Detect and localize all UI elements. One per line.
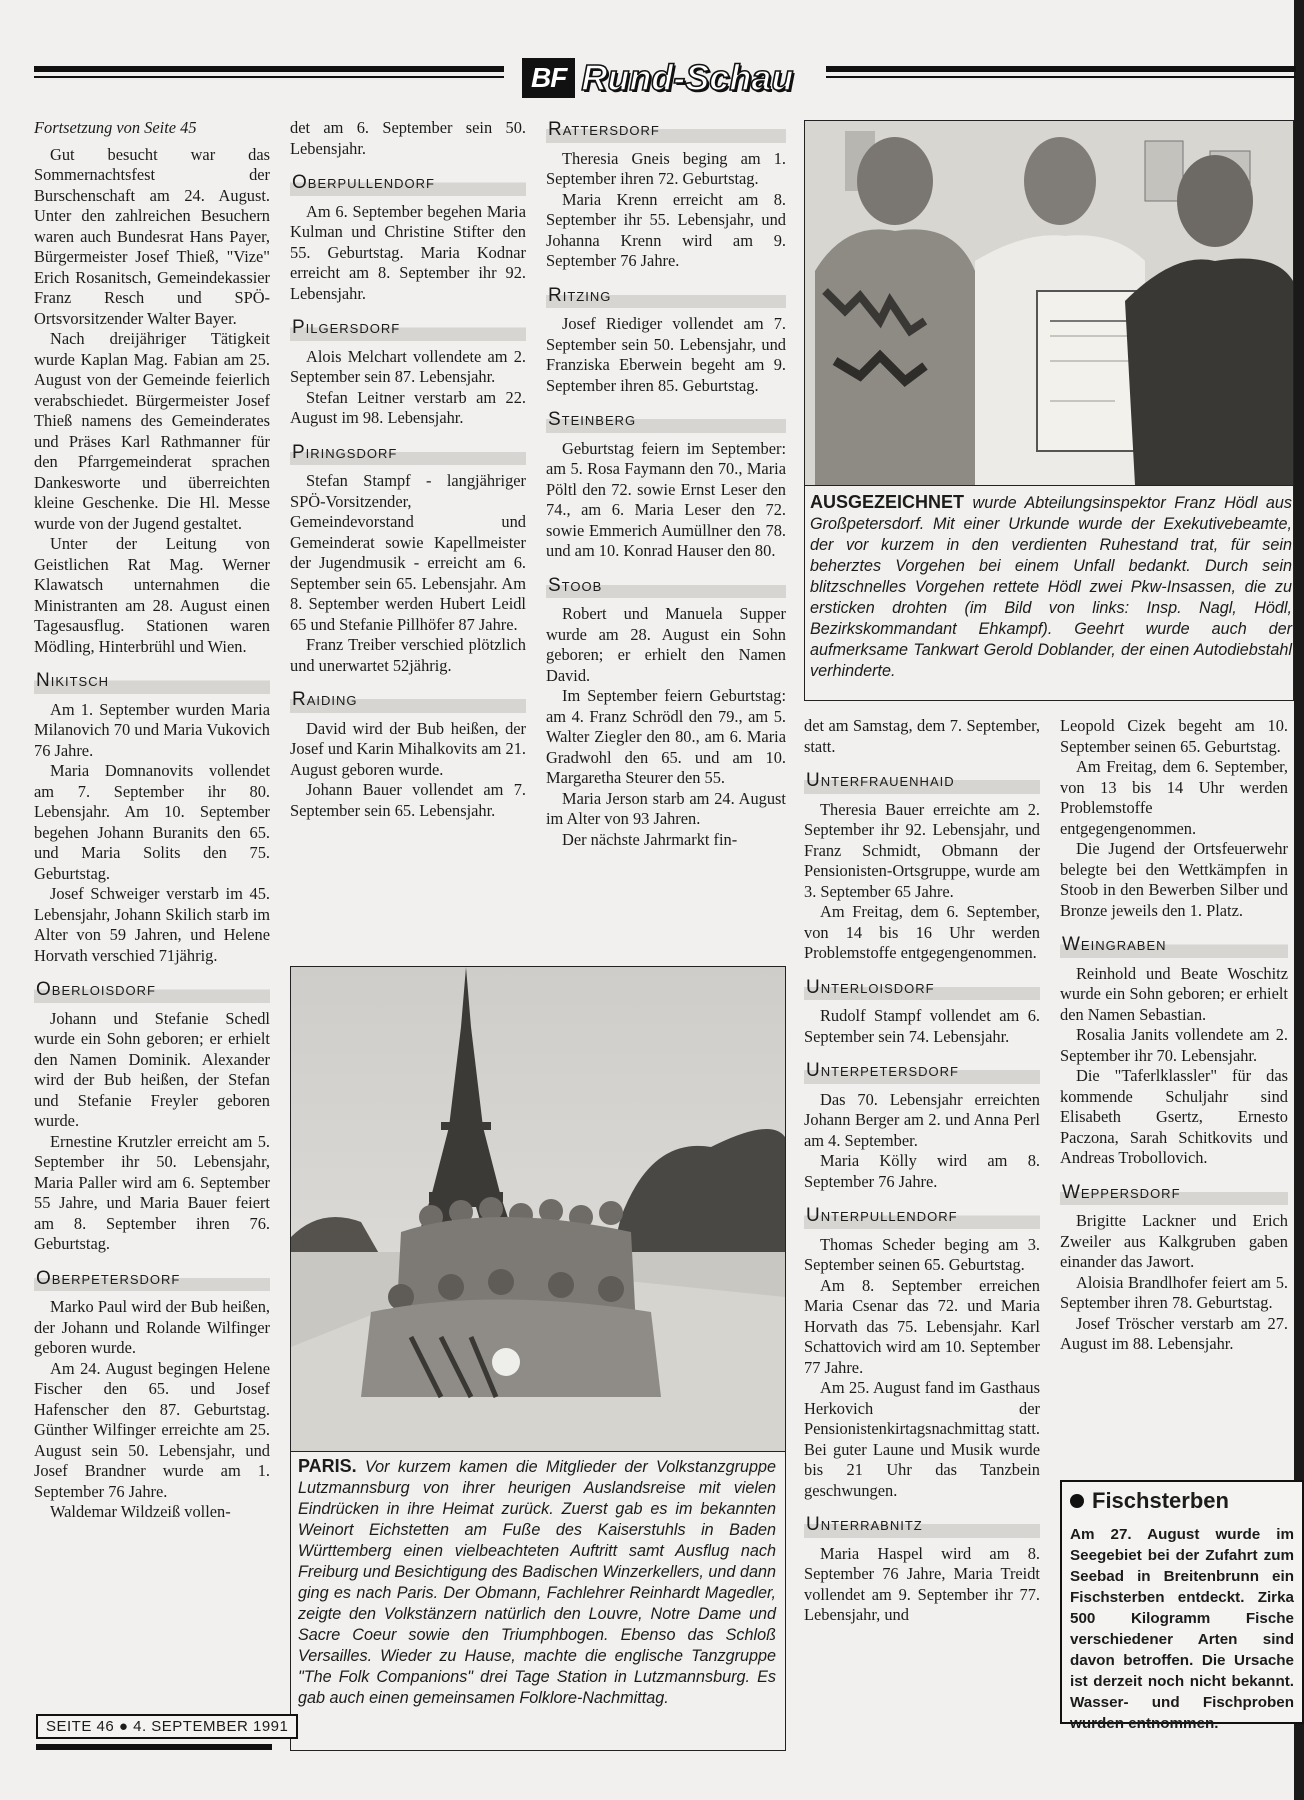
paragraph: Josef Riediger vollendet am 7. September sein 50. Lebensjahr, und Franziska Eberwein begeht am 9. September ihren 85. Geburtstag. xyxy=(546,314,786,395)
paragraph: Nach dreijähriger Tätigkeit wurde Kaplan Mag. Fabian am 25. August von der Gemeinde feierlich verabschiedet. Bürgermeister Josef Thieß namens des Gemeinderates und Präses Karl Rathmanner für den Pfarrgemeinderat sprachen Dankesworte und überreichten kleine Geschenke. Die Hl. Messe wurde von der Jugend gestaltet. xyxy=(34,329,270,533)
paragraph: Das 70. Lebensjahr erreichten Johann Berger am 2. und Anna Perl am 4. September. xyxy=(804,1089,1040,1150)
masthead-rule-left xyxy=(34,66,504,72)
section-heading-rattersdorf: Rattersdorf xyxy=(546,118,786,143)
paragraph: Franz Treiber verschied plötzlich und unerwartet 52jährig. xyxy=(290,635,526,675)
paragraph: Am 24. August begingen Helene Fischer den 65. und Josef Hafenscher den 87. Geburtstag. Günther Wilfinger erreichte am 25. August sein 50. Lebensjahr, und Josef Brandner wurde am 1. September 76 Jahre. xyxy=(34,1358,270,1501)
section-heading-unterpetersdorf: Unterpetersdorf xyxy=(804,1059,1040,1084)
page-number: SEITE 46 xyxy=(46,1718,115,1735)
paragraph: Waldemar Wildzeiß vollen- xyxy=(50,1502,231,1521)
paragraph: Rosalia Janits vollendete am 2. September ihr 70. Lebensjahr. xyxy=(1060,1025,1288,1065)
masthead-title: Rund-Schau xyxy=(581,57,794,98)
award-caption-text: wurde Abteilungsinspektor Franz Hödl aus Großpetersdorf. Mit einer Urkunde wurde der Exekutivebeamte, der vor kurzem in den verdienten Ruhestand trat, für sein beherztes Vorgehen bei einem Unfall bedankt. Durch sein blitzschnelles Vorgehen rettete Hödl zwei Pkw-Insassen, die zu ersticken drohten (im Bild von links: Insp. Nagl, Hödl, Bezirkskommandant Ehkampf). Geehrt wurde auch der aufmerksame Tankwart Gerold Doblander, der einen Autodiebstahl verhinderte. xyxy=(810,494,1293,680)
paragraph: Am Freitag, dem 6. September, von 14 bis 16 Uhr werden Problemstoffe entgegengenommen. xyxy=(804,902,1040,962)
paris-photo xyxy=(290,966,786,1452)
paragraph: Aloisia Brandlhofer feiert am 5. September ihren 78. Geburtstag. xyxy=(1060,1272,1288,1312)
paragraph: Maria Kölly wird am 8. September 76 Jahre. xyxy=(804,1151,1040,1191)
section-heading-weppersdorf: Weppersdorf xyxy=(1060,1181,1288,1206)
section-heading-unterrabnitz: Unterrabnitz xyxy=(804,1513,1040,1538)
paragraph: Maria Krenn erreicht am 8. September ihr 55. Lebensjahr, und Johanna Krenn wird am 9. September 76 Jahre. xyxy=(546,189,786,270)
paragraph: Gut besucht war das Sommernachtsfest der Burschenschaft am 24. August. Unter den zahlreichen Besuchern waren auch Bundesrat Hans Payer, Bürgermeister Josef Thieß, "Vize" Erich Rosanitsch, Gemeindekassier Franz Resch und SPÖ-Ortsvorsitzender Walter Bayer. xyxy=(34,144,270,328)
box-title: Fischsterben xyxy=(1092,1488,1229,1513)
section-heading-weingraben: Weingraben xyxy=(1060,933,1288,958)
masthead-logo: BF xyxy=(522,58,575,98)
paris-caption xyxy=(298,1456,776,1709)
box-title-row xyxy=(1070,1488,1294,1514)
masthead-rule-right xyxy=(826,66,1296,72)
paragraph: Reinhold und Beate Woschitz wurde ein Sohn geboren; er erhielt den Namen Sebastian. xyxy=(1060,963,1288,1024)
paragraph: Alois Melchart vollendete am 2. September sein 87. Lebensjahr. xyxy=(290,346,526,386)
paragraph: Johann Bauer vollendet am 7. September sein 65. Lebensjahr. xyxy=(290,780,526,820)
paragraph: Stefan Stampf - langjähriger SPÖ-Vorsitzender, Gemeindevorstand und Gemeinderat sowie Kapellmeister der Jugendmusik - erreicht am 6. September sein 65. Lebensjahr. Am 8. September werden Hubert Leidl 65 und Stefanie Pillhöfer 87 Jahre. xyxy=(290,471,526,634)
paragraph: Theresia Bauer erreichte am 2. September ihr 92. Lebensjahr, und Franz Schmidt, Obmann der Pensionisten-Ortsgruppe, wurde am 3. September 65 Jahre. xyxy=(804,799,1040,901)
paragraph: Die Jugend der Ortsfeuerwehr belegte bei den Wettkämpfen in Stoob in den Bewerben Silber und Bronze jeweils den 1. Platz. xyxy=(1060,839,1288,920)
section-heading-pilgersdorf: Pilgersdorf xyxy=(290,316,526,341)
paragraph: Unter der Leitung von Geistlichen Rat Mag. Werner Klawatsch unternahmen die Ministranten am 28. August einen Tagesausflug. Stationen waren Mödling, Hinterbrühl und Wien. xyxy=(34,534,270,656)
award-photo-illustration xyxy=(805,121,1293,485)
paragraph: Marko Paul wird der Bub heißen, der Johann und Rolande Wilfinger geboren wurde. xyxy=(34,1297,270,1357)
section-heading-stoob: Stoob xyxy=(546,574,786,599)
section-heading-oberpullendorf: Oberpullendorf xyxy=(290,171,526,196)
section-heading-nikitsch: Nikitsch xyxy=(34,669,270,694)
paragraph: Maria Jerson starb am 24. August im Alter von 93 Jahren. xyxy=(546,788,786,828)
paragraph: Stefan Leitner verstarb am 22. August im 98. Lebensjahr. xyxy=(290,387,526,427)
section-heading-unterloisdorf: Unterloisdorf xyxy=(804,976,1040,1001)
paragraph: Leopold Cizek begeht am 10. September seinen 65. Geburtstag. xyxy=(1060,716,1288,756)
paragraph: Johann und Stefanie Schedl wurde ein Sohn geboren; er erhielt den Namen Dominik. Alexander wird der Bub heißen, der Stefan und Stefanie Freyler geboren wurde. xyxy=(34,1008,270,1130)
bullet-icon: ● xyxy=(118,1718,129,1735)
continued-note: Fortsetzung von Seite 45 xyxy=(34,118,197,137)
paragraph: Josef Tröscher verstarb am 27. August im 88. Lebensjahr. xyxy=(1060,1313,1288,1353)
paragraph: Der nächste Jahrmarkt fin- xyxy=(562,829,738,849)
paragraph: Die "Taferlklassler" für das kommende Schuljahr sind Elisabeth Gsertz, Ernesto Paczona, Sarah Schitkovits und Andreas Trobollovich. xyxy=(1060,1066,1288,1167)
paragraph: Maria Haspel wird am 8. September 76 Jahre, Maria Treidt vollendet am 9. September ihr 77. Lebensjahr, und xyxy=(804,1543,1040,1624)
paragraph: Am Freitag, dem 6. September, von 13 bis 14 Uhr werden Problemstoffe entgegengenommen. xyxy=(1060,757,1288,838)
paragraph: Theresia Gneis beging am 1. September ihren 72. Geburtstag. xyxy=(546,148,786,188)
paragraph: David wird der Bub heißen, der Josef und Karin Mihalkovits am 21. August geboren wurde. xyxy=(290,718,526,779)
paragraph: Geburtstag feiern im September: am 5. Rosa Faymann den 70., Maria Pöltl den 72. sowie Ernst Leser den 74., am 6. Maria Leser den 72. sowie Emmerich Aumüllner den 78. und am 10. Konrad Hauser den 80. xyxy=(546,438,786,560)
bullet-icon xyxy=(1070,1494,1084,1508)
column-3 xyxy=(546,118,786,850)
masthead xyxy=(522,58,793,98)
section-heading-steinberg: Steinberg xyxy=(546,408,786,433)
paragraph: det am 6. September sein 50. Lebensjahr. xyxy=(290,118,526,158)
paragraph: Robert und Manuela Supper wurde am 28. August ein Sohn geboren; er erhielt den Namen David. xyxy=(546,604,786,685)
paragraph: Ernestine Krutzler erreicht am 5. September ihr 50. Lebensjahr, Maria Paller wird am 6. September 55 Jahre, und Maria Bauer feiert am 8. September ihren 76. Geburtstag. xyxy=(34,1131,270,1253)
column-2 xyxy=(290,118,526,821)
column-4 xyxy=(804,716,1040,1626)
paragraph: Am 1. September wurden Maria Milanovich 70 und Maria Vukovich 76 Jahre. xyxy=(34,699,270,760)
fischsterben-box xyxy=(1060,1480,1304,1732)
column-1 xyxy=(34,118,270,1523)
paragraph: Maria Domnanovits vollendet am 7. September ihr 80. Lebensjahr. Am 10. September begehen Johann Buranits den 65. und Maria Solits den 75. Geburtstag. xyxy=(34,761,270,883)
paragraph: det am Samstag, dem 7. September, statt. xyxy=(804,716,1040,756)
paragraph: Rudolf Stampf vollendet am 6. September sein 74. Lebensjahr. xyxy=(804,1006,1040,1046)
paris-photo-illustration xyxy=(291,967,785,1451)
section-heading-raiding: Raiding xyxy=(290,688,526,713)
page-footer xyxy=(36,1714,298,1739)
paragraph: Brigitte Lackner und Erich Zweiler aus Kalkgruben gaben einander das Jawort. xyxy=(1060,1211,1288,1271)
paragraph: Am 8. September erreichen Maria Csenar das 72. und Maria Horvath das 75. Lebensjahr. Karl Schattovich wird am 10. September 77 Jahre. xyxy=(804,1275,1040,1377)
paragraph: Am 6. September begehen Maria Kulman und Christine Stifter den 55. Geburtstag. Maria Kodnar erreicht am 8. September ihr 92. Lebensjahr. xyxy=(290,201,526,303)
award-caption-lead: AUSGEZEICHNET xyxy=(810,492,965,512)
section-heading-unterfrauenhaid: Unterfrauenhaid xyxy=(804,769,1040,794)
column-5 xyxy=(1060,716,1288,1355)
footer-rule xyxy=(36,1744,272,1750)
award-photo xyxy=(804,120,1294,486)
section-heading-oberloisdorf: Oberloisdorf xyxy=(34,978,270,1003)
award-caption xyxy=(810,492,1292,682)
masthead-rule-left-thin xyxy=(34,76,504,78)
section-heading-ritzing: Ritzing xyxy=(546,284,786,309)
paragraph: Am 25. August fand im Gasthaus Herkovich der Pensionistenkirtagsnachmittag statt. Bei guter Laune und Musik wurde bis 21 Uhr das Tanzbein geschwungen. xyxy=(804,1378,1040,1500)
paragraph: Thomas Scheder beging am 3. September seinen 65. Geburtstag. xyxy=(804,1234,1040,1274)
section-heading-oberpetersdorf: Oberpetersdorf xyxy=(34,1267,270,1292)
issue-date: 4. SEPTEMBER 1991 xyxy=(133,1718,289,1735)
box-body: Am 27. August wurde im Seegebiet bei der Zufahrt zum Seebad in Breitenbrunn ein Fischsterben entdeckt. Zirka 500 Kilogramm Fische verschiedener Arten sind davon betroffen. Die Ursache ist derzeit noch nicht bekannt. Wasser- und Fischproben wurden entnommen. xyxy=(1070,1526,1294,1732)
paragraph: Im September feiern Geburtstag: am 4. Franz Schrödl den 79., am 5. Walter Ziegler den 80., am 6. Maria Gradwohl den 65. und am 10. Margaretha Steurer den 55. xyxy=(546,686,786,787)
masthead-rule-right-thin xyxy=(826,76,1296,78)
paris-caption-lead: PARIS. xyxy=(298,1456,357,1476)
section-heading-piringsdorf: Piringsdorf xyxy=(290,441,526,466)
paragraph: Josef Schweiger verstarb im 45. Lebensjahr, Johann Skilich starb im Alter von 59 Jahren, und Helene Horvath verschied 71jährig. xyxy=(34,884,270,965)
paris-caption-text: Vor kurzem kamen die Mitglieder der Volkstanzgruppe Lutzmannsburg von ihrer heurigen Auslandsreise mit vielen Eindrücken in ihre Heimat zurück. Zuerst gab es im bekannten Weinort Eichstetten am Fuße des Kaiserstuhls in Baden Württemberg einen vielbeachteten Auftritt samt Ausflug nach Freiburg und Besichtigung des Badischen Winzerkellers, und dann ging es nach Paris. Der Obmann, Fachlehrer Reinhardt Magedler, zeigte den Volkstänzern natürlich den Louvre, Notre Dame und Sacre Coeur sowie den Triumphbogen. Ebenso das Schloß Versailles. Wieder zu Hause, machte die englische Tanzgruppe "The Folk Companions" drei Tage Station in Lutzmannsburg. Es gab auch einen gemeinsamen Folklore-Nachmittag. xyxy=(298,1458,776,1707)
section-heading-unterpullendorf: Unterpullendorf xyxy=(804,1204,1040,1229)
